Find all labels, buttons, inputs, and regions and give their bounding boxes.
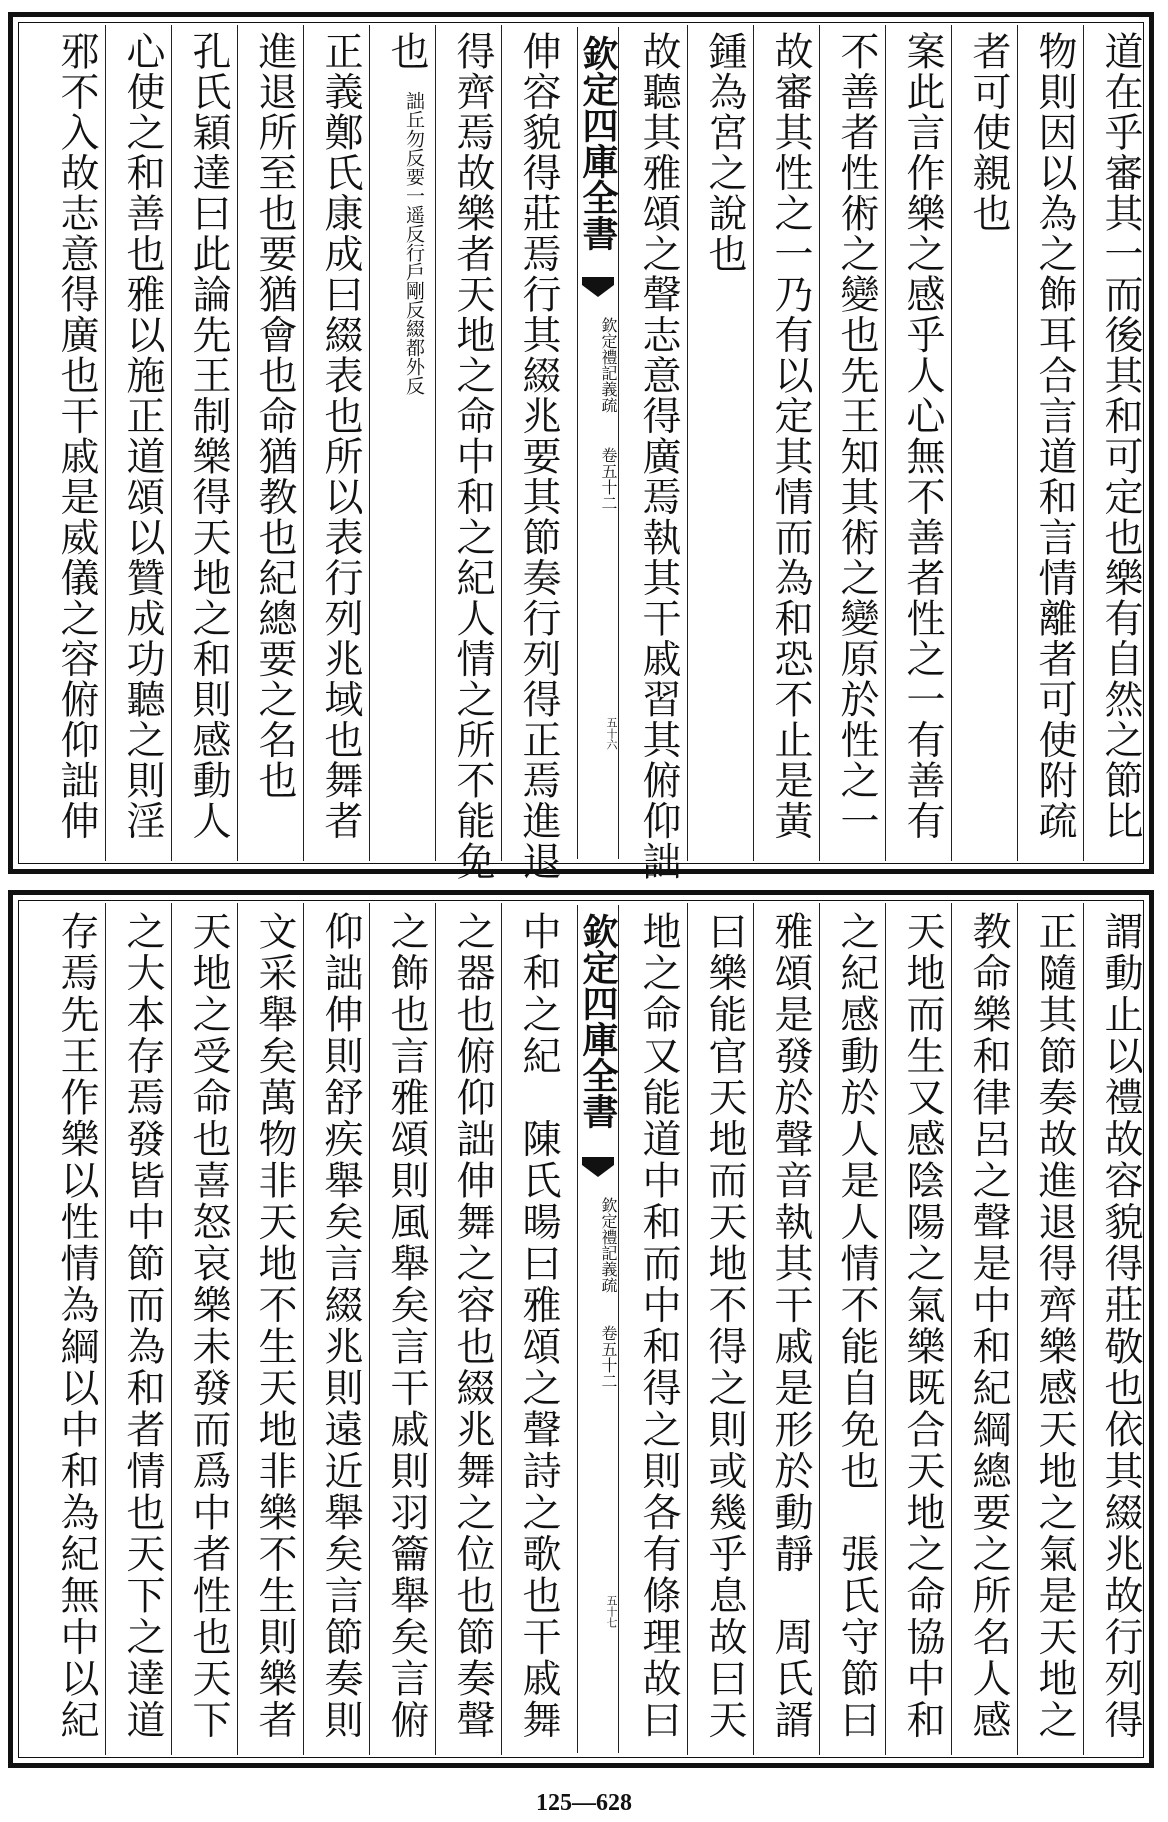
column-rule [1083, 25, 1084, 861]
spine-volume: 卷五十二 [599, 447, 618, 511]
text-column: 之紀感動於人是人情不能自免也 張氏守節曰 [834, 911, 879, 1741]
spine-book-title: 欽定禮記義疏 [599, 317, 618, 413]
spine-title: 欽定四庫全書 [577, 35, 619, 251]
text-column: 道在乎審其一而後其和可定也樂有自然之節比 [1098, 31, 1143, 841]
text-column: 之大本存焉發皆中節而為和者情也天下之達道 [120, 911, 165, 1741]
text-column: 雅頌是發於聲音執其干戚是形於動靜 周氏諝 [768, 911, 813, 1741]
column-rule [819, 25, 820, 861]
text-column: 天地之受命也喜怒哀樂未發而爲中者性也天下 [186, 911, 231, 1741]
top-page [8, 12, 1154, 882]
text-column: 進退所至也要猶會也命猶教也紀總要之名也 [252, 31, 297, 801]
spine-title: 欽定四庫全書 [577, 913, 619, 1129]
fish-tail-mark-icon [582, 1157, 614, 1177]
text-column: 正義鄭氏康成曰綴表也所以表行列兆域也舞者 [318, 31, 363, 841]
column-rule [753, 903, 754, 1755]
text-column: 心使之和善也雅以施正道頌以贊成功聽之則淫 [120, 31, 165, 841]
text-column: 邪不入故志意得廣也干戚是威儀之容俯仰詘伸 [54, 31, 99, 841]
column-rule [237, 25, 238, 861]
column-rule [303, 25, 304, 861]
column-rule [435, 25, 436, 861]
column-rule [687, 25, 688, 861]
text-column: 鍾為宮之說也 [702, 31, 747, 274]
center-spine [577, 27, 619, 859]
column-rule [819, 903, 820, 1755]
column-rule [171, 25, 172, 861]
text-column: 謂動止以禮故容貌得莊敬也依其綴兆故行列得 [1098, 911, 1143, 1741]
column-rule [171, 903, 172, 1755]
column-rule [1083, 903, 1084, 1755]
column-rule [435, 903, 436, 1755]
text-column: 故審其性之一乃有以定其情而為和恐不止是黃 [768, 31, 813, 841]
column-rule [501, 25, 502, 861]
spine-page-number: 五十七 [605, 1595, 618, 1628]
text-column: 地之命又能道中和而中和得之則各有條理故曰 [636, 911, 681, 1741]
column-rule [1017, 25, 1018, 861]
spine-book-title: 欽定禮記義疏 [599, 1197, 618, 1293]
spine-page-number: 五十六 [605, 717, 618, 750]
text-column: 得齊焉故樂者天地之命中和之紀人情之所不能免 [450, 31, 495, 882]
column-rule [501, 903, 502, 1755]
spine-volume: 卷五十二 [599, 1325, 618, 1389]
text-column: 文采舉矣萬物非天地不生天地非樂不生則樂者 [252, 911, 297, 1741]
text-column: 天地而生又感陰陽之氣樂既合天地之命協中和 [900, 911, 945, 1741]
bottom-page [8, 890, 1154, 1768]
column-rule [369, 25, 370, 861]
column-rule [687, 903, 688, 1755]
text-column: 者可使親也 [966, 31, 1011, 234]
text-column: 也 [384, 31, 429, 72]
column-rule [885, 25, 886, 861]
column-rule [237, 903, 238, 1755]
pronunciation-annotation: 詘丘勿反要一遥反行戶剛反綴都外反 [403, 91, 425, 395]
fish-tail-mark-icon [582, 277, 614, 297]
text-column: 案此言作樂之感乎人心無不善者性之一有善有 [900, 31, 945, 841]
column-rule [1017, 903, 1018, 1755]
column-rule [303, 903, 304, 1755]
page-reference-number: 125—628 [536, 1790, 632, 1816]
column-rule [951, 903, 952, 1755]
text-column: 存焉先王作樂以性情為綱以中和為紀無中以紀 [54, 911, 99, 1741]
column-rule [105, 903, 106, 1755]
center-spine [577, 905, 619, 1753]
text-column: 曰樂能官天地而天地不得之則或幾乎息故曰天 [702, 911, 747, 1741]
text-column: 正隨其節奏故進退得齊樂感天地之氣是天地之 [1032, 911, 1077, 1741]
text-column: 仰詘伸則舒疾舉矣言綴兆則遠近舉矣言節奏則 [318, 911, 363, 1741]
column-rule [753, 25, 754, 861]
column-rule [951, 25, 952, 861]
text-column: 不善者性術之變也先王知其術之變原於性之一 [834, 31, 879, 841]
column-rule [369, 903, 370, 1755]
column-rule [885, 903, 886, 1755]
text-column: 之飾也言雅頌則風舉矣言干戚則羽籥舉矣言俯 [384, 911, 429, 1741]
text-column: 之器也俯仰詘伸舞之容也綴兆舞之位也節奏聲 [450, 911, 495, 1741]
text-column: 中和之紀 陳氏暘曰雅頌之聲詩之歌也干戚舞 [516, 911, 561, 1741]
text-column: 故聽其雅頌之聲志意得廣焉執其干戚習其俯仰詘 [636, 31, 681, 882]
text-column: 伸容貌得莊焉行其綴兆要其節奏行列得正焉進退 [516, 31, 561, 882]
text-column: 孔氏穎達曰此論先王制樂得天地之和則感動人 [186, 31, 231, 841]
text-column: 物則因以為之飾耳合言道和言情離者可使附疏 [1032, 31, 1077, 841]
text-column: 教命樂和律呂之聲是中和紀綱總要之所名人感 [966, 911, 1011, 1741]
column-rule [105, 25, 106, 861]
